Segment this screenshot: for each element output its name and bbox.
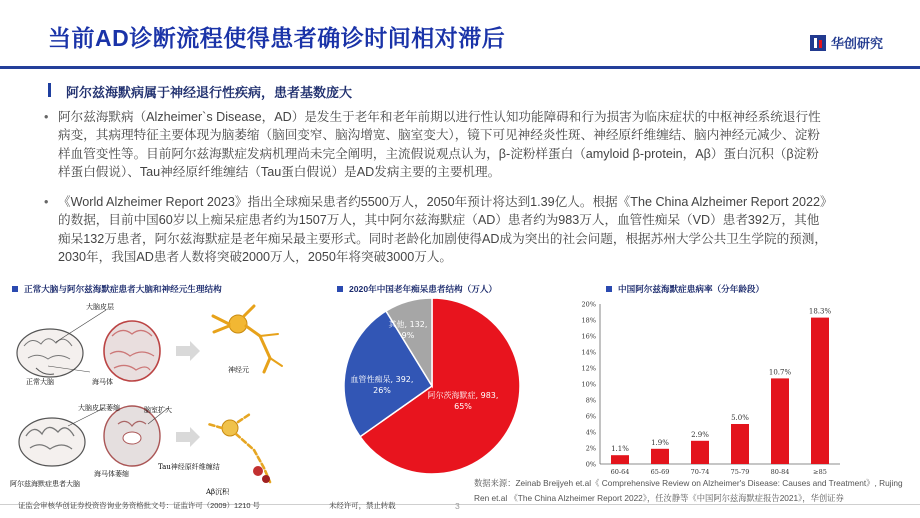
label-hippocampus-atrophy: 海马体萎缩 bbox=[94, 470, 129, 478]
bullet-icon: • bbox=[44, 195, 49, 209]
y-tick-label: 10% bbox=[581, 380, 596, 389]
logo-icon bbox=[810, 35, 826, 51]
label-ventricle-enlarged: 脑室扩大 bbox=[144, 406, 172, 414]
label-ad-brain: 阿尔兹海默症患者大脑 bbox=[10, 480, 80, 488]
pie-slice-label: 血管性痴呆, 392, bbox=[350, 375, 414, 384]
label-hippocampus: 海马体 bbox=[92, 378, 113, 386]
page-title: 当前AD诊断流程使得患者确诊时间相对滞后 bbox=[48, 25, 506, 51]
pie-slice-percent: 65% bbox=[454, 402, 472, 411]
y-tick-label: 0% bbox=[585, 460, 596, 469]
brain-illustration bbox=[8, 296, 298, 501]
bar bbox=[811, 318, 829, 464]
y-tick-label: 6% bbox=[585, 412, 596, 421]
paragraph-ad-definition bbox=[44, 108, 830, 182]
pie-slice-percent: 9% bbox=[401, 331, 415, 340]
x-tick-label: 75-79 bbox=[730, 468, 750, 476]
bar-value-label: 5.0% bbox=[731, 414, 749, 422]
y-tick-label: 18% bbox=[581, 316, 596, 325]
y-tick-label: 14% bbox=[581, 348, 596, 357]
pie-slice-label: 其他, 132, bbox=[388, 320, 428, 329]
damaged-neuron-icon bbox=[208, 414, 270, 483]
license-note: 证监会审核华创证券投资咨询业务资格批文号：证监许可（2009）1210 号 bbox=[18, 501, 260, 510]
brain-slice-normal bbox=[104, 321, 160, 381]
bar-chart-title bbox=[606, 283, 764, 295]
x-tick-label: ≥85 bbox=[813, 468, 827, 476]
logo bbox=[810, 33, 883, 52]
paragraph-text: 阿尔兹海默病（Alzheimer`s Disease，AD）是发生于老年和老年前期以进行性认知功能障碍和行为损害为临床症状的中枢神经系统退行性病变，其病理特征主要体现为脑萎缩（脑回变窄、脑沟增宽、脑室变大），镜下可见神经炎性斑、神经原纤维缠结、脑内神经元减少、淀粉样血管变性等。目前阿尔兹海默症发病机理尚未完全阐明，主流假说观点认为，β-淀粉样蛋白（amyloid β-protein，Aβ）蛋白沉积（β淀粉样蛋白假说）、Tau神经原纤维缠结（Tau蛋白假说）是AD发病主要的主要机理。 bbox=[58, 110, 821, 180]
copyright-notice: 未经许可，禁止转载 bbox=[329, 501, 396, 510]
bar-chart bbox=[560, 296, 850, 484]
label-tau-tangles: Tau神经原纤维缠结 bbox=[158, 463, 220, 471]
paragraph-ad-statistics bbox=[44, 193, 830, 267]
pie-slice-percent: 26% bbox=[373, 386, 391, 395]
header-divider bbox=[0, 66, 920, 69]
square-bullet-icon bbox=[12, 286, 18, 292]
label-cortex: 大脑皮层 bbox=[86, 303, 114, 311]
label-cortex-atrophy: 大脑皮层萎缩 bbox=[78, 404, 120, 412]
y-tick-label: 12% bbox=[581, 364, 596, 373]
figure1-title-text: 正常大脑与阿尔兹海默症患者大脑和神经元生理结构 bbox=[24, 284, 222, 294]
bar-chart-title-text: 中国阿尔兹海默症患病率（分年龄段） bbox=[618, 284, 765, 294]
neuron-icon bbox=[213, 306, 282, 372]
y-tick-label: 2% bbox=[585, 444, 596, 453]
page-number: 3 bbox=[455, 501, 460, 511]
bar bbox=[771, 378, 789, 464]
y-tick-label: 16% bbox=[581, 332, 596, 341]
paragraph-text: 《World Alzheimer Report 2023》指出全球痴呆患者约5500万人，2050年预计将达到1.39亿人。根据《The China Alzheimer Report 2022》的数据，目前中国60岁以上痴呆症患者约为1507万人，其中阿尔兹海默症（AD）患者约为983万人，血管性痴呆（VD）患者392万，其他痴呆132万患者，阿尔兹海默症是老年痴呆最主要形式。同时老龄化加剧使得AD成为突出的社会问题，根据苏州大学公共卫生学院的预测，2030年，我国AD患者人数将突破2000万人，2050年将突破3000万人。 bbox=[58, 195, 827, 265]
x-tick-label: 70-74 bbox=[690, 468, 710, 476]
y-tick-label: 20% bbox=[581, 300, 596, 309]
x-tick-label: 65-69 bbox=[650, 468, 670, 476]
section-marker bbox=[48, 83, 51, 97]
brain-slice-ad bbox=[104, 406, 160, 466]
ad-brain-icon bbox=[19, 418, 85, 466]
source-note: 数据来源：Zeinab Breijyeh et.al《 Comprehensive Review on Alzheimer's Disease: Causes and Treatment》, Rujing Ren et.al 《The China Alzheimer Report 2022》，任汝静等《中国阿尔兹海默症报告2021》，华创证券 bbox=[474, 478, 903, 503]
section-title: 阿尔兹海默病属于神经退行性疾病，患者基数庞大 bbox=[66, 85, 353, 100]
x-tick-label: 60-64 bbox=[610, 468, 630, 476]
x-tick-label: 80-84 bbox=[770, 468, 790, 476]
pie-chart-title-text: 2020年中国老年痴呆患者结构（万人） bbox=[349, 284, 498, 294]
bullet-icon: • bbox=[44, 110, 49, 124]
bar-value-label: 1.9% bbox=[651, 438, 669, 447]
pie-chart bbox=[338, 292, 526, 480]
bar bbox=[691, 441, 709, 464]
square-bullet-icon bbox=[606, 286, 612, 292]
bar bbox=[651, 449, 669, 464]
logo-text: 华创研究 bbox=[831, 36, 884, 51]
bar bbox=[611, 455, 629, 464]
bar-value-label: 1.1% bbox=[611, 445, 629, 454]
figure1-title bbox=[12, 283, 222, 295]
y-tick-label: 8% bbox=[585, 396, 596, 405]
label-neuron: 神经元 bbox=[228, 366, 249, 374]
bar-value-label: 2.9% bbox=[691, 430, 709, 439]
y-tick-label: 4% bbox=[585, 428, 596, 437]
bar-value-label: 10.7% bbox=[768, 368, 792, 377]
pie-slice-label: 阿尔茨海默症, 983, bbox=[427, 391, 499, 400]
bar-value-label: 18.3% bbox=[808, 307, 832, 316]
label-abeta: Aβ沉积 bbox=[206, 488, 230, 496]
label-normal-brain: 正常大脑 bbox=[26, 378, 54, 386]
bar bbox=[731, 424, 749, 464]
